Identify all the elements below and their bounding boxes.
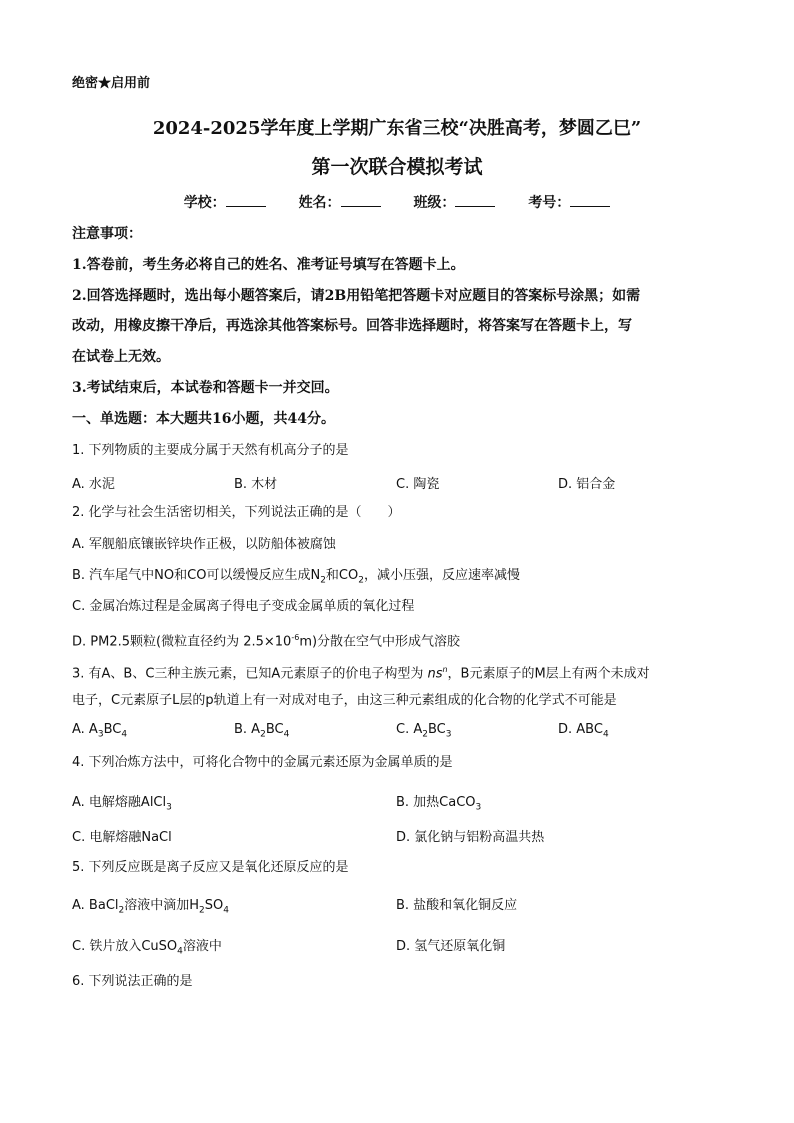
q4-stem: 4. 下列冶炼方法中，可将化合物中的金属元素还原为金属单质的是 [72,755,453,770]
class-blank[interactable] [455,192,495,207]
q4-option-d: D. 氯化钠与铝粉高温共热 [396,830,545,845]
q6-stem: 6. 下列说法正确的是 [72,974,193,989]
q5-option-b: B. 盐酸和氧化铜反应 [396,898,518,913]
q5-stem: 5. 下列反应既是离子反应又是氧化还原反应的是 [72,860,349,875]
note-1: 1.答卷前，考生务必将自己的姓名、准考证号填写在答题卡上。 [72,257,465,273]
class-label: 班级： [413,195,456,211]
name-label: 姓名： [298,195,341,211]
number-field [528,195,610,211]
school-field [184,195,266,211]
q3-stem-line1: 3. 有A、B、C三种主族元素，已知A元素原子的价电子构型为 $ns^n$，B元素原子的M层上有两个未成对 [72,665,650,682]
q2-option-c: C. 金属冶炼过程是金属离子得电子变成金属单质的氧化过程 [72,599,415,614]
q1-option-d: D. 铝合金 [558,477,616,492]
number-blank[interactable] [570,192,610,207]
q4-option-c: C. 电解熔融NaCl [72,830,172,845]
q1-option-c: C. 陶瓷 [396,477,440,492]
q1-stem: 1. 下列物质的主要成分属于天然有机高分子的是 [72,443,349,458]
school-blank[interactable] [226,192,266,207]
q3-option-d: D. $ABC_4$ [558,722,609,740]
class-field [413,195,495,211]
q2-stem: 2. 化学与社会生活密切相关，下列说法正确的是（ ） [72,505,401,520]
q3-stem-line2: 电子，C元素原子L层的p轨道上有一对成对电子，由这三种元素组成的化合物的化学式不可能是 [72,693,617,708]
q1-option-b: B. 木材 [234,477,278,492]
name-field [299,195,381,211]
exam-title-line1: 2024-2025学年度上学期广东省三校“决胜高考，梦圆乙巳” [152,118,642,139]
q5-option-a: A. BaCl$_2$溶液中滴加$H_2SO_4$ [72,898,229,916]
note-3: 3.考试结束后，本试卷和答题卡一并交回。 [72,380,339,396]
q4-option-a: A. 电解熔融AlCl$_3$ [72,795,172,813]
q2-option-d: D. PM2.5颗粒(微粒直径约为 $2.5\times 10^{-6}m$)分散在空气中形成气溶胶 [72,633,461,650]
name-blank[interactable] [341,192,381,207]
q3-option-a: A. $A_3BC_4$ [72,722,128,740]
q3-option-c: C. $A_2BC_3$ [396,722,452,740]
q5-option-c: C. 铁片放入CuSO$_4$溶液中 [72,939,222,957]
number-label: 考号： [528,195,571,211]
candidate-info-fields [0,192,794,212]
secret-label: 绝密★启用前 [72,76,151,91]
note-2-line1: 2.回答选择题时，选出每小题答案后，请2B用铅笔把答题卡对应题目的答案标号涂黑；如需 [72,288,641,304]
section-heading: 一、单选题：本大题共16小题，共44分。 [72,411,335,427]
note-2-line3: 在试卷上无效。 [72,349,170,365]
q2-option-b: B. 汽车尾气中NO和CO可以缓慢反应生成$N_2$和$CO_2$，减小压强，反应速率减慢 [72,568,520,586]
note-2-line2: 改动，用橡皮擦干净后，再选涂其他答案标号。回答非选择题时，将答案写在答题卡上，写 [72,318,632,334]
notes-heading: 注意事项： [72,226,142,242]
q5-option-d: D. 氢气还原氧化铜 [396,939,506,954]
q3-option-b: B. $A_2BC_4$ [234,722,290,740]
q4-option-b: B. 加热CaCO$_3$ [396,795,482,813]
q1-option-a: A. 水泥 [72,477,115,492]
school-label: 学校： [183,195,226,211]
q2-option-a: A. 军舰船底镶嵌锌块作正极，以防船体被腐蚀 [72,537,336,552]
exam-title-line2: 第一次联合模拟考试 [311,156,483,178]
